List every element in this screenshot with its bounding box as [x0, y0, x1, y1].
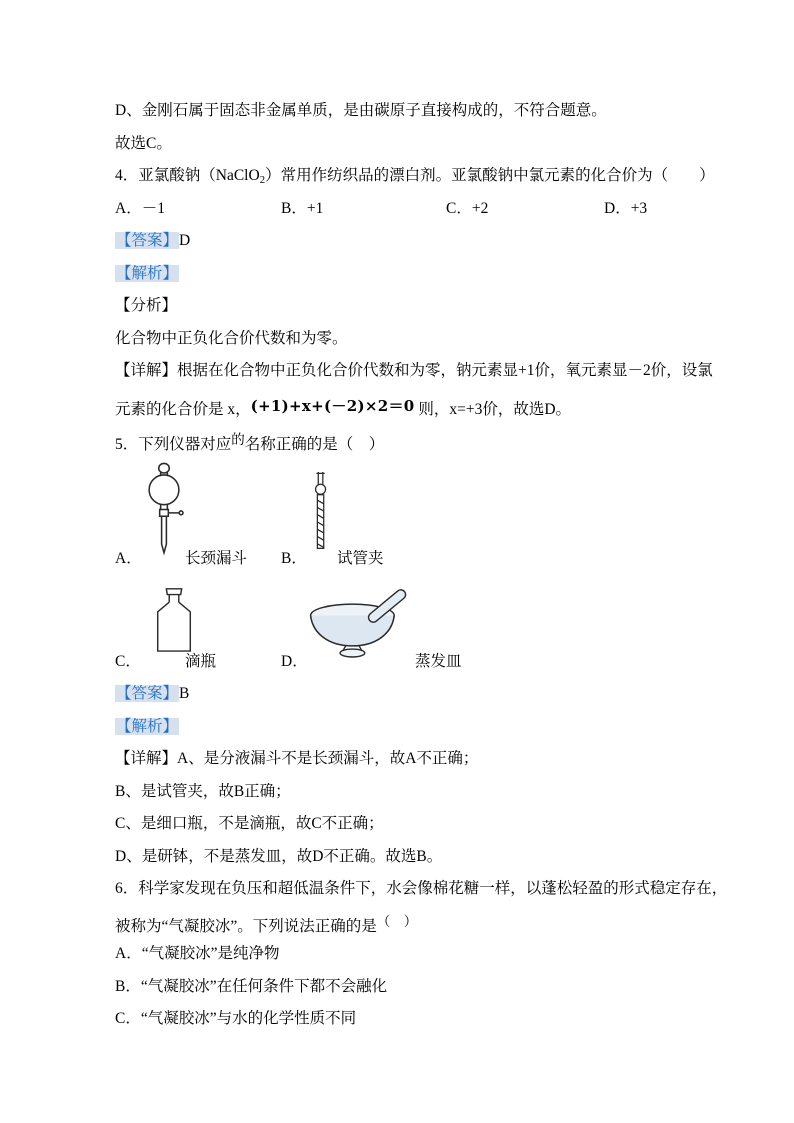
q5-raised-char: 的 [231, 431, 245, 447]
prev-answer-conclusion: 故选C。 [115, 134, 172, 152]
q5-equipment-row-1 [115, 461, 694, 569]
q4-chemical-subscript: 2 [259, 174, 266, 186]
q6-option-a: A．“气凝胶冰”是纯净物 [115, 945, 280, 962]
q5-option-b-label: B． [281, 550, 307, 567]
q4-answer-line [115, 230, 694, 251]
q5-option-a-name: 长颈漏斗 [185, 550, 248, 567]
q6-raised-brackets: （ ） [376, 913, 418, 929]
q5-option-d-name: 蒸发皿 [415, 653, 462, 670]
q5-option-d-label: D． [281, 653, 308, 670]
q4-stem-text-cont: ）常用作纺织品的漂白剂。亚氯酸钠中氯元素的化合价为（ ） [265, 167, 715, 184]
question-5-stem [115, 429, 694, 453]
q5-detail-line-a: 【详解】A、是分液漏斗不是长颈漏斗，故A不正确； [115, 750, 479, 767]
q6-option-b: B．“气凝胶冰”在任何条件下都不会融化 [115, 977, 388, 995]
q5-answer-line [115, 683, 694, 704]
q4-detail-line-2 [115, 393, 694, 420]
q4-option-d: D．+3 [604, 199, 648, 217]
q5-equipment-row-2 [115, 583, 694, 675]
mortar-with-pestle-image [303, 587, 417, 663]
q5-analysis-header [115, 716, 694, 737]
q4-answer-value: D [179, 232, 191, 249]
q5-option-c-label: C． [115, 653, 141, 670]
q4-fenxi-text-line: 化合物中正负化合价代数和为零。 [115, 329, 348, 347]
q5-option-c-name: 滴瓶 [185, 653, 217, 670]
q5-detail-line-b: B、是试管夹，故B正确； [115, 782, 291, 800]
analysis-label-badge: 【解析】 [116, 717, 179, 735]
q4-analysis-header [115, 263, 694, 284]
question-6-stem-line-1: 6．科学家发现在负压和超低温条件下，水会像棉花糖一样，以蓬松轻盈的形式稳定存在， [115, 880, 728, 897]
q5-stem-text: 5．下列仪器对应 [115, 435, 232, 453]
question-4-options-row [115, 198, 694, 219]
q6-option-c: C．“气凝胶冰”与水的化学性质不同 [115, 1010, 357, 1027]
q5-option-a-label: A． [115, 550, 142, 567]
prev-answer-line-d: D、金刚石属于固态非金属单质，是由碳原子直接构成的，不符合题意。 [115, 102, 607, 119]
question-6-stem-line-2 [115, 911, 694, 935]
q4-stem-text: 4．亚氯酸钠（NaClO [115, 167, 260, 184]
narrow-mouth-bottle-image [151, 583, 197, 654]
q5-stem-text-cont: 名称正确的是（ ） [244, 435, 385, 453]
q4-equation: (+1)+x+(－2)×2＝0 [250, 396, 415, 415]
q4-detail-line-1: 【详解】根据在化合物中正负化合价代数和为零，钠元素显+1价，氧元素显－2价，设氯 [115, 362, 713, 379]
test-tube-clamp-image [311, 469, 331, 555]
q4-detail-pre: 元素的化合价是 x， [115, 400, 251, 418]
q5-detail-line-d: D、是研钵，不是蒸发皿，故D不正确。故选B。 [115, 847, 443, 865]
q5-answer-value: B [179, 685, 190, 702]
answer-label-badge: 【答案】 [116, 232, 179, 249]
q6-stem-text: 被称为“气凝胶冰”。下列说法正确的是 [115, 917, 377, 935]
separating-funnel-image [140, 461, 188, 558]
q4-option-b: B．+1 [281, 199, 324, 217]
answer-label-badge: 【答案】 [116, 685, 179, 702]
q4-option-a: A．－1 [115, 199, 165, 217]
q4-option-c: C．+2 [446, 199, 489, 217]
q4-detail-post: 则，x=+3价，故选D。 [414, 400, 572, 418]
question-4-stem [115, 165, 715, 186]
q4-fenxi-label-line: 【分析】 [115, 297, 178, 314]
q5-option-b-name: 试管夹 [337, 550, 384, 567]
analysis-label-badge: 【解析】 [116, 264, 179, 282]
q5-detail-line-c: C、是细口瓶，不是滴瓶，故C不正确； [115, 815, 384, 832]
